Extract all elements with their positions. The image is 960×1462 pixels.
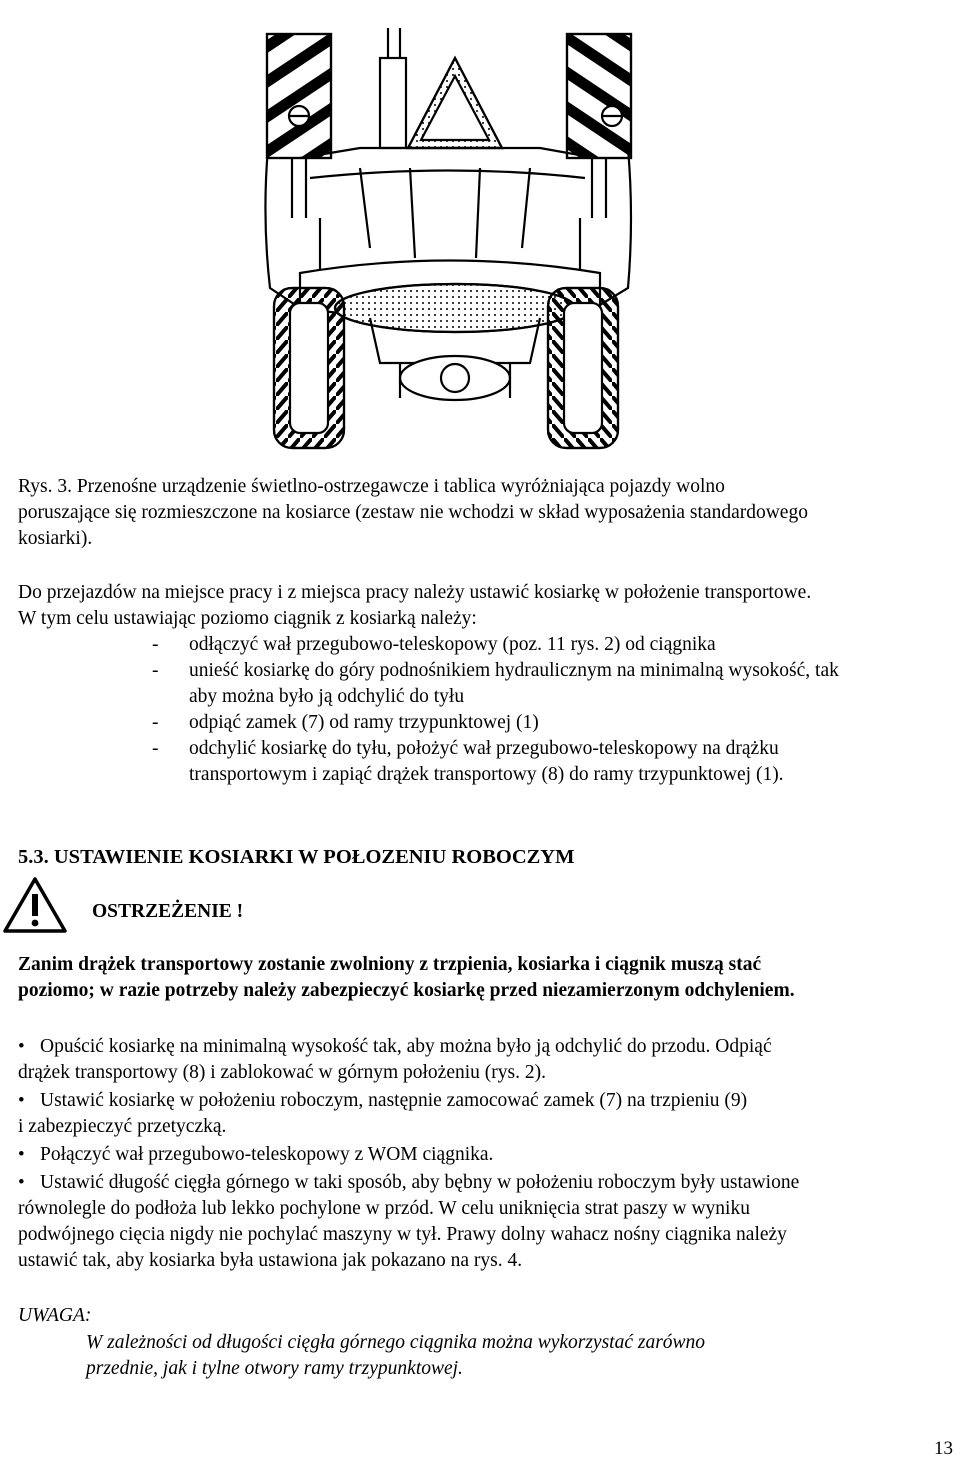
bullet-marker: •: [18, 1036, 25, 1057]
bullet-text: Opuścić kosiarkę na minimalną wysokość tak, aby można było ją odchylić do przodu. Odpiąć: [40, 1036, 772, 1057]
step-text: transportowym i zapiąć drążek transportowy (8) do ramy trzypunktowej (1).: [189, 764, 784, 785]
step-text: aby można było ją odchylić do tyłu: [189, 686, 465, 707]
bullet-text: podwójnego cięcia nigdy nie pochylać maszyny w tył. Prawy dolny wahacz nośny ciągnika należy: [18, 1224, 787, 1245]
bullet-marker: •: [18, 1090, 25, 1111]
left-warning-board: [250, 18, 340, 198]
note-text: [86, 1330, 705, 1382]
bullet-text: Połączyć wał przegubowo-teleskopowy z WOM ciągnika.: [40, 1144, 494, 1165]
step-text: unieść kosiarkę do góry podnośnikiem hydraulicznym na minimalną wysokość, tak: [189, 660, 839, 681]
warning-text: [18, 952, 795, 1004]
dash-marker: -: [152, 634, 159, 655]
bullet-text: drążek transportowy (8) i zablokować w górnym położeniu (rys. 2).: [18, 1062, 546, 1083]
note-line: W zależności od długości cięgła górnego ciągnika można wykorzystać zarówno: [86, 1332, 706, 1353]
right-tire: [548, 288, 618, 448]
page-number: 13: [934, 1438, 953, 1459]
figure-caption: [18, 474, 808, 552]
caption-line: kosiarki).: [18, 528, 93, 549]
caption-line: Rys. 3. Przenośne urządzenie świetlno-ostrzegawcze i tablica wyróżniająca pojazdy wolno: [18, 476, 725, 497]
warning-label: OSTRZEŻENIE !: [92, 901, 244, 922]
bullet-marker: •: [18, 1144, 25, 1165]
warning-triangle-icon: [2, 876, 68, 934]
left-tire: [274, 288, 344, 448]
bullet-text: i zabezpieczyć przetyczką.: [18, 1116, 227, 1137]
bullet-text: Ustawić kosiarkę w położeniu roboczym, następnie zamocować zamek (7) na trzpieniu (9): [40, 1090, 748, 1111]
bullet-text: ustawić tak, aby kosiarka była ustawiona jak pokazano na rys. 4.: [18, 1250, 523, 1271]
tractor-mower-figure: [240, 18, 650, 450]
note-title: UWAGA:: [18, 1305, 92, 1326]
section-heading: 5.3. USTAWIENIE KOSIARKI W POŁOZENIU ROBOCZYM: [18, 846, 575, 868]
slow-vehicle-triangle: [408, 58, 502, 148]
step-text: odłączyć wał przegubowo-teleskopowy (poz. 11 rys. 2) od ciągnika: [189, 634, 716, 655]
bullet-text: równolegle do podłoża lub lekko pochylone w przód. W celu uniknięcia strat paszy w wyniku: [18, 1198, 750, 1219]
transport-paragraph: [18, 580, 811, 632]
dash-marker: -: [152, 738, 159, 759]
step-text: odchylić kosiarkę do tyłu, położyć wał przegubowo-teleskopowy na drążku: [189, 738, 779, 759]
step-text: odpiąć zamek (7) od ramy trzypunktowej (1): [189, 712, 539, 733]
caption-line: poruszające się rozmieszczone na kosiarce (zestaw nie wchodzi w skład wyposażenia standardowego: [18, 502, 808, 523]
warning-line: poziomo; w razie potrzeby należy zabezpieczyć kosiarkę przed niezamierzonym odchyleniem.: [18, 980, 795, 1001]
warning-line: Zanim drążek transportowy zostanie zwolniony z trzpienia, kosiarka i ciągnik muszą stać: [18, 954, 762, 975]
dash-marker: -: [152, 712, 159, 733]
note-line: przednie, jak i tylne otwory ramy trzypunktowej.: [86, 1358, 463, 1379]
paragraph-line: Do przejazdów na miejsce pracy i z miejsca pracy należy ustawić kosiarkę w położenie transportowe.: [18, 582, 812, 603]
bullet-marker: •: [18, 1172, 25, 1193]
dash-marker: -: [152, 660, 159, 681]
paragraph-line: W tym celu ustawiając poziomo ciągnik z kosiarką należy:: [18, 608, 477, 629]
bullet-text: Ustawić długość cięgła górnego w taki sposób, aby bębny w położeniu roboczym były ustawione: [40, 1172, 800, 1193]
tractor-mower-rear-view-drawing: [240, 18, 650, 450]
